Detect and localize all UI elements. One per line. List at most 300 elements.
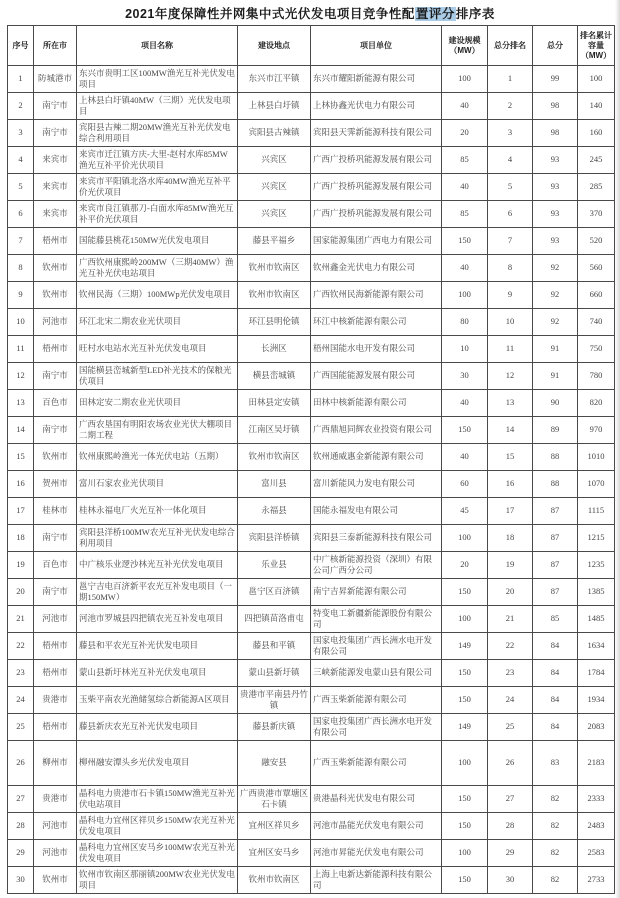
- cell-cumulative-mw: 285: [578, 174, 615, 201]
- table-row: [8, 687, 615, 714]
- cell-scale-mw: 45: [442, 498, 488, 525]
- table-row: [8, 525, 615, 552]
- cell-location: 藤县和平镇: [238, 633, 311, 660]
- cell-city: 贵港市: [34, 786, 77, 813]
- cell-scale-mw: 10: [442, 336, 488, 363]
- cell-scale-mw: 150: [442, 786, 488, 813]
- cell-scale-mw: 150: [442, 417, 488, 444]
- cell-location: 兴宾区: [238, 201, 311, 228]
- cell-score-rank: 11: [488, 336, 533, 363]
- cell-cumulative-mw: 1485: [578, 606, 615, 633]
- cell-project-unit: 广西鼎旭同辉农业投资有限公司: [311, 417, 442, 444]
- cell-score: 82: [533, 813, 578, 840]
- cell-scale-mw: 150: [442, 228, 488, 255]
- cell-project-unit: 宾阳县三泰新能源科技有限公司: [311, 525, 442, 552]
- cell-city: 河池市: [34, 309, 77, 336]
- cell-score: 87: [533, 552, 578, 579]
- cell-cumulative-mw: 245: [578, 147, 615, 174]
- cell-project-name: 广西钦州康熙岭200MW（三期40MW）渔光互补光伏电站项目: [77, 255, 238, 282]
- cell-serial: 24: [8, 687, 34, 714]
- cell-project-name: 柳州融安潭头乡光伏发电项目: [77, 741, 238, 786]
- cell-score-rank: 26: [488, 741, 533, 786]
- cell-project-unit: 河池市昇能光伏发电有限公司: [311, 840, 442, 867]
- cell-cumulative-mw: 1385: [578, 579, 615, 606]
- cell-city: 来宾市: [34, 201, 77, 228]
- cell-project-name: 晶科电力宜州区安马乡100MW农光互补光伏发电项目: [77, 840, 238, 867]
- cell-city: 河池市: [34, 840, 77, 867]
- cell-scale-mw: 20: [442, 120, 488, 147]
- cell-score-rank: 17: [488, 498, 533, 525]
- cell-cumulative-mw: 560: [578, 255, 615, 282]
- cell-score-rank: 14: [488, 417, 533, 444]
- cell-serial: 12: [8, 363, 34, 390]
- table-row: [8, 498, 615, 525]
- cell-location: 邕宁区百济镇: [238, 579, 311, 606]
- cell-cumulative-mw: 100: [578, 66, 615, 93]
- cell-location: 钦州市钦南区: [238, 282, 311, 309]
- cell-score-rank: 16: [488, 471, 533, 498]
- column-header-score-rank: 总分排名: [488, 26, 533, 66]
- cell-project-unit: 河池市晶能光伏发电有限公司: [311, 813, 442, 840]
- cell-city: 钦州市: [34, 255, 77, 282]
- page-title: [0, 0, 620, 22]
- cell-project-name: 河池市罗城县四把镇农光互补发电项目: [77, 606, 238, 633]
- cell-score: 98: [533, 120, 578, 147]
- cell-serial: 9: [8, 282, 34, 309]
- cell-project-unit: 国能永福发电有限公司: [311, 498, 442, 525]
- cell-score-rank: 29: [488, 840, 533, 867]
- cell-scale-mw: 100: [442, 840, 488, 867]
- cell-project-name: 东兴市贵明工区100MW渔光互补光伏发电项目: [77, 66, 238, 93]
- cell-score: 88: [533, 444, 578, 471]
- cell-location: 宜州区祥贝乡: [238, 813, 311, 840]
- cell-project-unit: 南宁吉昇新能源有限公司: [311, 579, 442, 606]
- cell-score: 87: [533, 579, 578, 606]
- cell-cumulative-mw: 820: [578, 390, 615, 417]
- cell-project-name: 国能藤县桃花150MW光伏发电项目: [77, 228, 238, 255]
- cell-scale-mw: 100: [442, 525, 488, 552]
- cell-score: 92: [533, 255, 578, 282]
- cell-score: 82: [533, 786, 578, 813]
- cell-city: 梧州市: [34, 633, 77, 660]
- cell-score: 92: [533, 309, 578, 336]
- table-row: [8, 147, 615, 174]
- cell-serial: 17: [8, 498, 34, 525]
- cell-project-name: 环江北宋二期农业光伏项目: [77, 309, 238, 336]
- cell-serial: 7: [8, 228, 34, 255]
- cell-project-unit: 三峡新能源发电蒙山县有限公司: [311, 660, 442, 687]
- cell-score: 93: [533, 147, 578, 174]
- cell-cumulative-mw: 2083: [578, 714, 615, 741]
- cell-score: 85: [533, 606, 578, 633]
- cell-location: 四把镇苗洛甫屯: [238, 606, 311, 633]
- cell-score-rank: 10: [488, 309, 533, 336]
- cell-location: 长洲区: [238, 336, 311, 363]
- cell-project-name: 晶科电力贵港市石卡镇150MW渔光互补光伏电站项目: [77, 786, 238, 813]
- table-row: [8, 840, 615, 867]
- cell-score: 90: [533, 390, 578, 417]
- cell-cumulative-mw: 2583: [578, 840, 615, 867]
- cell-scale-mw: 100: [442, 741, 488, 786]
- cell-scale-mw: 20: [442, 552, 488, 579]
- cell-score: 84: [533, 714, 578, 741]
- cell-score-rank: 1: [488, 66, 533, 93]
- cell-score-rank: 23: [488, 660, 533, 687]
- cell-scale-mw: 85: [442, 201, 488, 228]
- table-row: [8, 309, 615, 336]
- cell-project-name: 来宾市迁江镇方庆-大里-赵村水库85MW渔光互补平价光伏项目: [77, 147, 238, 174]
- cell-location: 贵港市平南县丹竹镇: [238, 687, 311, 714]
- cell-score: 93: [533, 228, 578, 255]
- cell-project-name: 钦州民海（三期）100MWp光伏发电项目: [77, 282, 238, 309]
- table-row: [8, 633, 615, 660]
- cell-cumulative-mw: 1215: [578, 525, 615, 552]
- cell-project-unit: 国家能源集团广西电力有限公司: [311, 228, 442, 255]
- cell-project-unit: 贵港晶科光伏发电有限公司: [311, 786, 442, 813]
- table-row: [8, 66, 615, 93]
- cell-project-name: 国能横县峦城新型LED补光技术的保粮光伏项目: [77, 363, 238, 390]
- cell-scale-mw: 100: [442, 606, 488, 633]
- cell-serial: 10: [8, 309, 34, 336]
- cell-project-name: 来宾市良江镇那刀-白面水库85MW渔光互补平价光伏项目: [77, 201, 238, 228]
- cell-score-rank: 18: [488, 525, 533, 552]
- table-row: [8, 714, 615, 741]
- cell-city: 河池市: [34, 606, 77, 633]
- table-row: [8, 390, 615, 417]
- cell-cumulative-mw: 970: [578, 417, 615, 444]
- cell-cumulative-mw: 1784: [578, 660, 615, 687]
- cell-location: 东兴市江平镇: [238, 66, 311, 93]
- cell-location: 富川县: [238, 471, 311, 498]
- cell-city: 百色市: [34, 390, 77, 417]
- cell-scale-mw: 40: [442, 174, 488, 201]
- cell-project-name: 钦州康熙岭渔光一体光伏电站（五期）: [77, 444, 238, 471]
- cell-serial: 29: [8, 840, 34, 867]
- cell-city: 钦州市: [34, 867, 77, 894]
- cell-city: 百色市: [34, 552, 77, 579]
- header-row: [8, 26, 615, 66]
- cell-serial: 21: [8, 606, 34, 633]
- column-header-project: 项目名称: [77, 26, 238, 66]
- cell-project-unit: 东兴市耀阳新能源有限公司: [311, 66, 442, 93]
- cell-location: 宜州区安马乡: [238, 840, 311, 867]
- cell-scale-mw: 149: [442, 633, 488, 660]
- cell-project-unit: 国家电投集团广西长洲水电开发有限公司: [311, 714, 442, 741]
- cell-city: 钦州市: [34, 444, 77, 471]
- cell-scale-mw: 100: [442, 66, 488, 93]
- cell-score-rank: 9: [488, 282, 533, 309]
- cell-cumulative-mw: 140: [578, 93, 615, 120]
- ranking-table: [7, 25, 615, 894]
- cell-location: 兴宾区: [238, 147, 311, 174]
- cell-score-rank: 24: [488, 687, 533, 714]
- table-row: [8, 282, 615, 309]
- cell-scale-mw: 40: [442, 93, 488, 120]
- cell-score-rank: 5: [488, 174, 533, 201]
- cell-score-rank: 15: [488, 444, 533, 471]
- cell-city: 南宁市: [34, 363, 77, 390]
- cell-cumulative-mw: 160: [578, 120, 615, 147]
- table-row: [8, 786, 615, 813]
- table-row: [8, 417, 615, 444]
- cell-project-unit: 广西广投桥巩能源发展有限公司: [311, 174, 442, 201]
- cell-city: 南宁市: [34, 417, 77, 444]
- cell-score: 88: [533, 471, 578, 498]
- table-row: [8, 606, 615, 633]
- cell-serial: 25: [8, 714, 34, 741]
- cell-city: 柳州市: [34, 741, 77, 786]
- column-header-unit: 项目单位: [311, 26, 442, 66]
- title-text-pre: 2021年度保障性并网集中式光伏发电项目竞争性配: [125, 7, 415, 21]
- cell-project-name: 宾阳县古辣二期20MW渔光互补光伏发电综合利用项目: [77, 120, 238, 147]
- table-row: [8, 552, 615, 579]
- cell-location: 藤县新庆镇: [238, 714, 311, 741]
- cell-score: 89: [533, 417, 578, 444]
- table-row: [8, 660, 615, 687]
- cell-score: 87: [533, 498, 578, 525]
- cell-serial: 14: [8, 417, 34, 444]
- cell-score: 91: [533, 363, 578, 390]
- cell-location: 上林县白圩镇: [238, 93, 311, 120]
- table-row: [8, 363, 615, 390]
- cell-cumulative-mw: 2733: [578, 867, 615, 894]
- cell-cumulative-mw: 2183: [578, 741, 615, 786]
- cell-project-unit: 特变电工新疆新能源股份有限公司: [311, 606, 442, 633]
- cell-score: 91: [533, 336, 578, 363]
- cell-serial: 8: [8, 255, 34, 282]
- cell-cumulative-mw: 520: [578, 228, 615, 255]
- column-header-score: 总分: [533, 26, 578, 66]
- cell-scale-mw: 150: [442, 579, 488, 606]
- cell-city: 桂林市: [34, 498, 77, 525]
- cell-cumulative-mw: 2333: [578, 786, 615, 813]
- cell-city: 南宁市: [34, 120, 77, 147]
- cell-project-unit: 上海上电新达新能源科技有限公司: [311, 867, 442, 894]
- cell-score: 82: [533, 840, 578, 867]
- cell-city: 南宁市: [34, 525, 77, 552]
- cell-location: 钦州市钦南区: [238, 255, 311, 282]
- cell-score: 84: [533, 687, 578, 714]
- cell-cumulative-mw: 1070: [578, 471, 615, 498]
- cell-score-rank: 12: [488, 363, 533, 390]
- cell-city: 南宁市: [34, 93, 77, 120]
- cell-scale-mw: 40: [442, 390, 488, 417]
- cell-project-unit: 广西玉柴新能源有限公司: [311, 741, 442, 786]
- title-highlighted-text: 置评分: [415, 7, 455, 21]
- cell-city: 来宾市: [34, 174, 77, 201]
- cell-cumulative-mw: 370: [578, 201, 615, 228]
- cell-project-name: 上林县白圩镇40MW（三期）光伏发电项目: [77, 93, 238, 120]
- cell-serial: 20: [8, 579, 34, 606]
- cell-city: 钦州市: [34, 282, 77, 309]
- cell-score-rank: 22: [488, 633, 533, 660]
- table-row: [8, 579, 615, 606]
- cell-city: 梧州市: [34, 336, 77, 363]
- cell-project-name: 晶科电力宜州区祥贝乡150MW农光互补光伏发电项目: [77, 813, 238, 840]
- cell-city: 梧州市: [34, 714, 77, 741]
- cell-project-unit: 广西玉柴新能源有限公司: [311, 687, 442, 714]
- cell-scale-mw: 150: [442, 867, 488, 894]
- cell-cumulative-mw: 1010: [578, 444, 615, 471]
- cell-project-unit: 钦州鑫金光伏电力有限公司: [311, 255, 442, 282]
- table-row: [8, 228, 615, 255]
- cell-scale-mw: 30: [442, 363, 488, 390]
- cell-project-unit: 梧州国能水电开发有限公司: [311, 336, 442, 363]
- cell-city: 贵港市: [34, 687, 77, 714]
- cell-project-unit: 上林协鑫光伏电力有限公司: [311, 93, 442, 120]
- cell-location: 乐业县: [238, 552, 311, 579]
- cell-cumulative-mw: 2483: [578, 813, 615, 840]
- cell-cumulative-mw: 780: [578, 363, 615, 390]
- cell-serial: 3: [8, 120, 34, 147]
- table-row: [8, 867, 615, 894]
- cell-location: 江南区吴圩镇: [238, 417, 311, 444]
- cell-score: 99: [533, 66, 578, 93]
- cell-serial: 28: [8, 813, 34, 840]
- cell-project-name: 玉柴平南农光渔储氢综合新能源A区项目: [77, 687, 238, 714]
- column-header-location: 建设地点: [238, 26, 311, 66]
- cell-project-unit: 国家电投集团广西长洲水电开发有限公司: [311, 633, 442, 660]
- cell-project-name: 藤县新庆农光互补光伏发电项目: [77, 714, 238, 741]
- cell-project-unit: 广西钦州民海新能源有限公司: [311, 282, 442, 309]
- cell-location: 宾阳县洋桥镇: [238, 525, 311, 552]
- cell-score: 83: [533, 741, 578, 786]
- cell-location: 藤县平福乡: [238, 228, 311, 255]
- cell-project-unit: 田林中核新能源有限公司: [311, 390, 442, 417]
- page-edge-shadow: [615, 0, 620, 898]
- cell-city: 梧州市: [34, 228, 77, 255]
- cell-city: 梧州市: [34, 660, 77, 687]
- cell-serial: 26: [8, 741, 34, 786]
- cell-project-name: 中广核乐业逻沙林光互补光伏发电项目: [77, 552, 238, 579]
- cell-location: 田林县定安镇: [238, 390, 311, 417]
- cell-project-name: 富川石家农业光伏项目: [77, 471, 238, 498]
- cell-score-rank: 4: [488, 147, 533, 174]
- cell-score-rank: 28: [488, 813, 533, 840]
- cell-location: 兴宾区: [238, 174, 311, 201]
- cell-score-rank: 8: [488, 255, 533, 282]
- cell-scale-mw: 60: [442, 471, 488, 498]
- cell-serial: 6: [8, 201, 34, 228]
- cell-city: 南宁市: [34, 579, 77, 606]
- cell-scale-mw: 85: [442, 147, 488, 174]
- cell-project-unit: 广西广投桥巩能源发展有限公司: [311, 147, 442, 174]
- table-body: [8, 66, 615, 894]
- cell-score: 92: [533, 282, 578, 309]
- table-row: [8, 336, 615, 363]
- cell-project-unit: 富川新能风力发电有限公司: [311, 471, 442, 498]
- cell-location: 融安县: [238, 741, 311, 786]
- cell-cumulative-mw: 660: [578, 282, 615, 309]
- cell-score-rank: 7: [488, 228, 533, 255]
- cell-cumulative-mw: 1934: [578, 687, 615, 714]
- cell-location: 钦州市钦南区: [238, 444, 311, 471]
- cell-score-rank: 2: [488, 93, 533, 120]
- cell-city: 防城港市: [34, 66, 77, 93]
- cell-score-rank: 27: [488, 786, 533, 813]
- table-row: [8, 471, 615, 498]
- cell-serial: 11: [8, 336, 34, 363]
- cell-score: 87: [533, 525, 578, 552]
- column-header-scale: 建设规模（MW）: [442, 26, 488, 66]
- cell-score-rank: 3: [488, 120, 533, 147]
- cell-score: 93: [533, 201, 578, 228]
- cell-scale-mw: 40: [442, 255, 488, 282]
- cell-project-unit: 中广核新能源投资（深圳）有限公司广西分公司: [311, 552, 442, 579]
- cell-score-rank: 13: [488, 390, 533, 417]
- cell-cumulative-mw: 740: [578, 309, 615, 336]
- cell-serial: 18: [8, 525, 34, 552]
- cell-project-name: 广西农垦国有明阳农场农业光伏大棚项目二期工程: [77, 417, 238, 444]
- cell-project-name: 钦州市钦南区那丽镇200MW农业光伏发电项目: [77, 867, 238, 894]
- cell-cumulative-mw: 1634: [578, 633, 615, 660]
- cell-scale-mw: 150: [442, 660, 488, 687]
- column-header-no: 序号: [8, 26, 34, 66]
- cell-scale-mw: 149: [442, 714, 488, 741]
- title-text-post: 排序表: [455, 7, 495, 21]
- cell-serial: 4: [8, 147, 34, 174]
- cell-serial: 2: [8, 93, 34, 120]
- cell-city: 贺州市: [34, 471, 77, 498]
- cell-project-unit: 广西广投桥巩能源发展有限公司: [311, 201, 442, 228]
- cell-project-name: 旺村水电站水光互补光伏发电项目: [77, 336, 238, 363]
- cell-serial: 19: [8, 552, 34, 579]
- column-header-cumulative: 排名累计容量（MW）: [578, 26, 615, 66]
- cell-score-rank: 20: [488, 579, 533, 606]
- table-row: [8, 741, 615, 786]
- table-header: [8, 26, 615, 66]
- table-row: [8, 120, 615, 147]
- cell-location: 横县峦城镇: [238, 363, 311, 390]
- cell-score-rank: 30: [488, 867, 533, 894]
- cell-city: 来宾市: [34, 147, 77, 174]
- cell-score-rank: 6: [488, 201, 533, 228]
- cell-project-name: 桂林永福电厂火光互补一体化项目: [77, 498, 238, 525]
- table-row: [8, 174, 615, 201]
- cell-score-rank: 19: [488, 552, 533, 579]
- cell-location: 永福县: [238, 498, 311, 525]
- cell-score-rank: 25: [488, 714, 533, 741]
- cell-serial: 5: [8, 174, 34, 201]
- cell-project-name: 田林定安二期农业光伏项目: [77, 390, 238, 417]
- cell-serial: 16: [8, 471, 34, 498]
- cell-scale-mw: 150: [442, 687, 488, 714]
- cell-project-name: 宾阳县洋桥100MW农光互补光伏发电综合利用项目: [77, 525, 238, 552]
- column-header-city: 所在市: [34, 26, 77, 66]
- cell-serial: 22: [8, 633, 34, 660]
- cell-location: 蒙山县新圩镇: [238, 660, 311, 687]
- cell-location: 钦州市钦南区: [238, 867, 311, 894]
- table-row: [8, 255, 615, 282]
- cell-scale-mw: 100: [442, 282, 488, 309]
- cell-score: 93: [533, 174, 578, 201]
- cell-serial: 27: [8, 786, 34, 813]
- cell-serial: 15: [8, 444, 34, 471]
- cell-cumulative-mw: 750: [578, 336, 615, 363]
- cell-scale-mw: 150: [442, 813, 488, 840]
- cell-cumulative-mw: 1235: [578, 552, 615, 579]
- cell-scale-mw: 40: [442, 444, 488, 471]
- cell-project-unit: 宾阳县天霁新能源科技有限公司: [311, 120, 442, 147]
- cell-project-name: 藤县和平农光互补光伏发电项目: [77, 633, 238, 660]
- cell-score: 82: [533, 867, 578, 894]
- cell-serial: 30: [8, 867, 34, 894]
- cell-score: 84: [533, 633, 578, 660]
- cell-score-rank: 21: [488, 606, 533, 633]
- table-row: [8, 444, 615, 471]
- cell-score: 84: [533, 660, 578, 687]
- table-row: [8, 813, 615, 840]
